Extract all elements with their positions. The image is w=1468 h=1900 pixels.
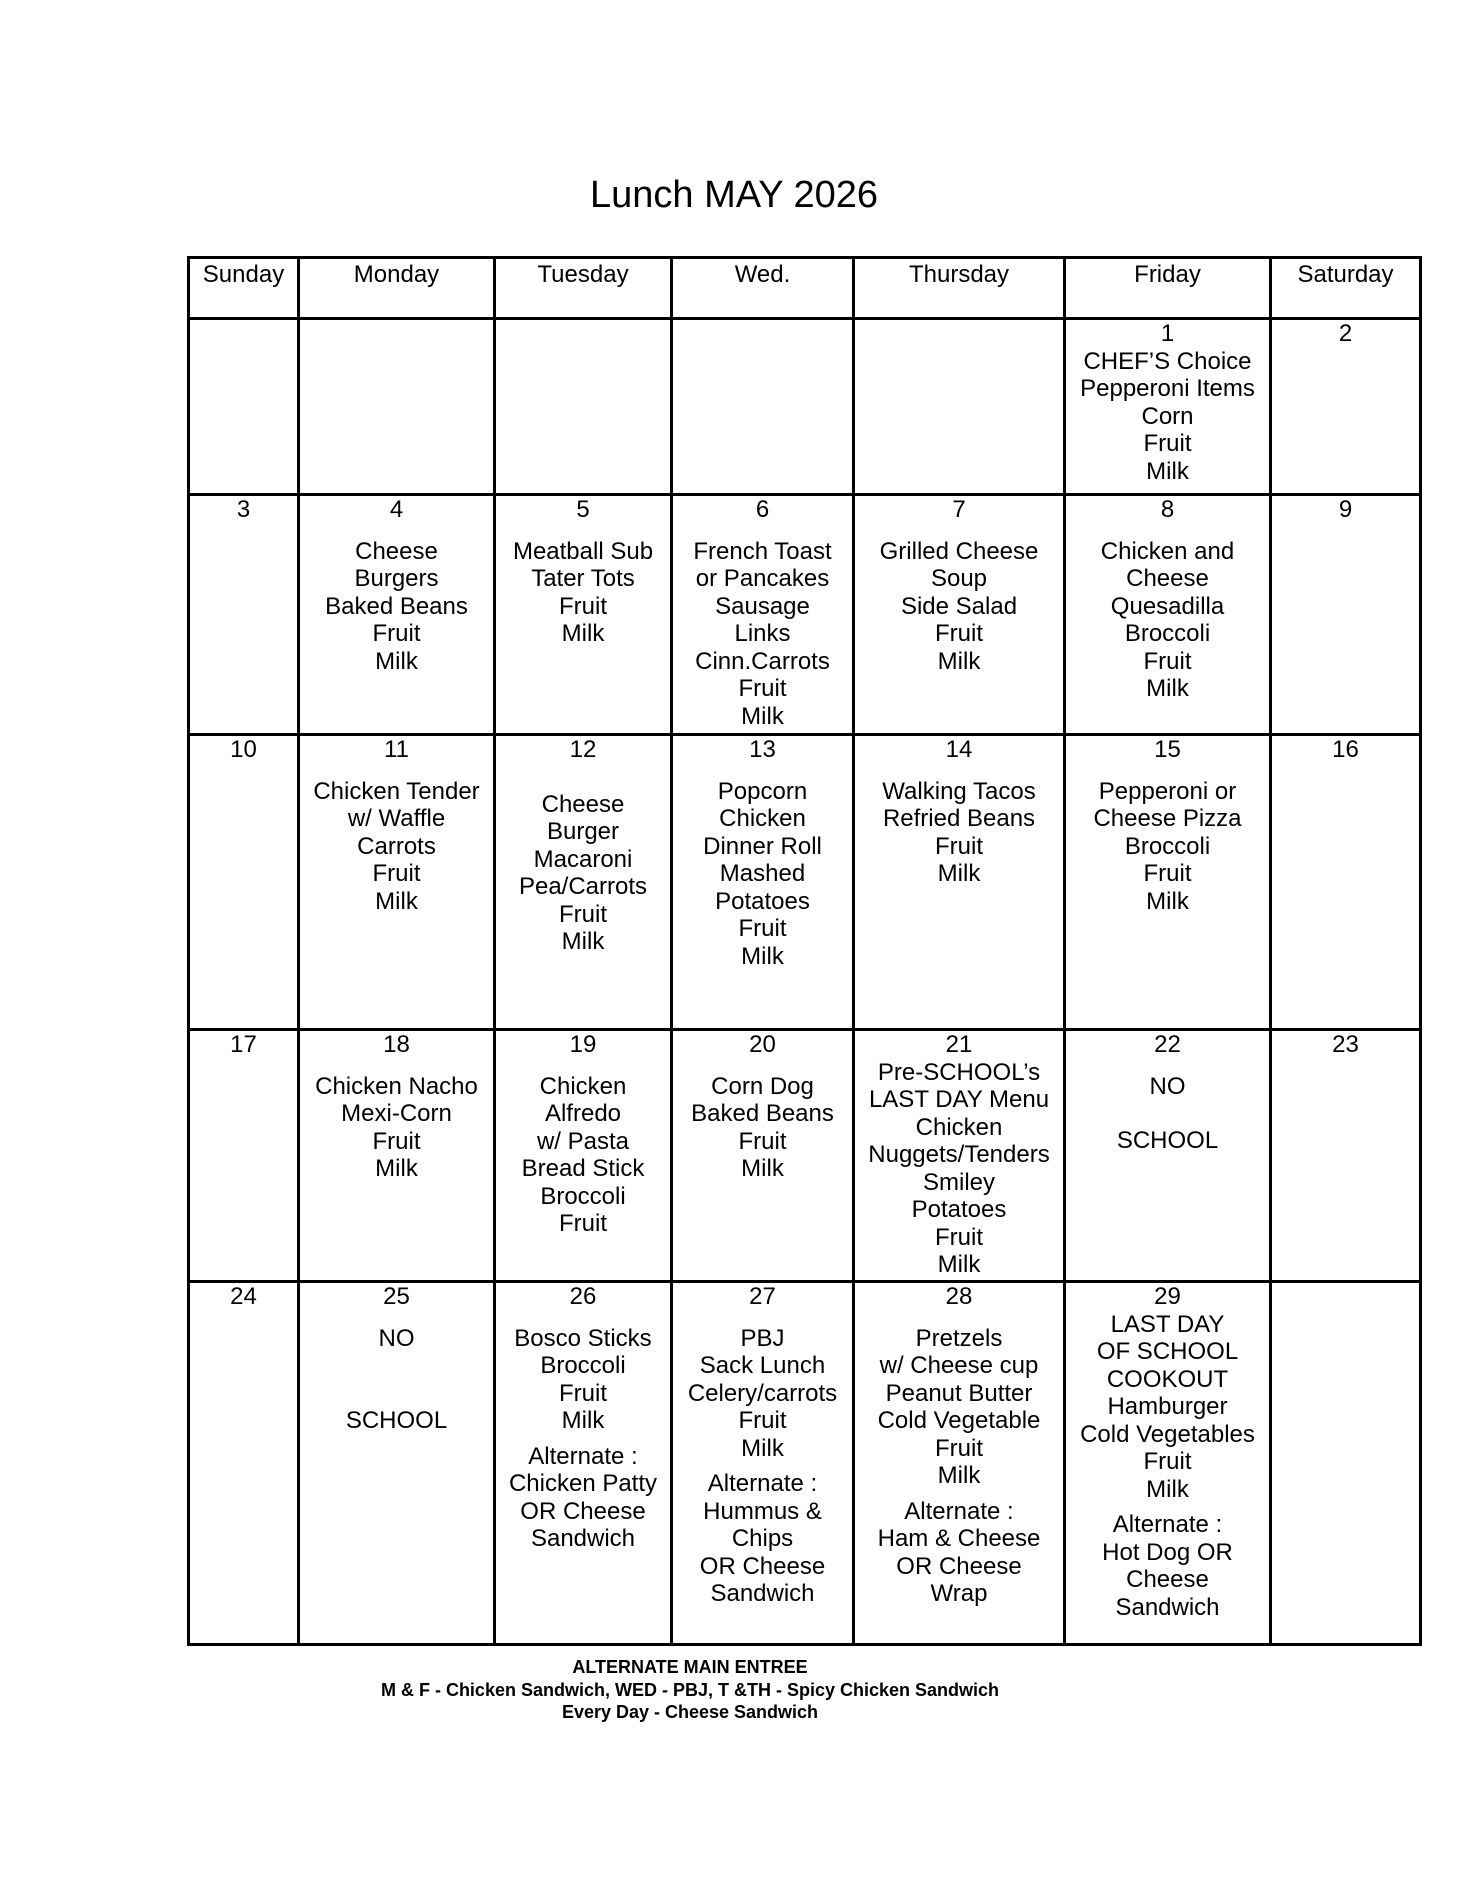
day-cell (299, 319, 495, 495)
day-number: 18 (383, 1031, 410, 1058)
day-number: 16 (1332, 736, 1359, 763)
lunch-calendar (187, 256, 1422, 1646)
menu-item: Mexi-Corn (341, 1100, 452, 1127)
day-cell (1065, 319, 1271, 495)
menu-item: Fruit (738, 1407, 787, 1434)
menu-item: Corn Dog (711, 1072, 814, 1100)
day-number: 3 (236, 496, 251, 523)
menu-item: Chicken and (1100, 537, 1235, 565)
week-row (189, 1030, 1421, 1282)
alternate-item: Chicken Patty (508, 1470, 658, 1497)
menu-item: Milk (937, 647, 981, 675)
menu-item: w/ Pasta (536, 1127, 630, 1155)
menu-item: Fruit (559, 900, 607, 928)
menu-item: w/ Waffle (347, 805, 446, 832)
menu-item: Tater Tots (531, 565, 635, 592)
day-cell (495, 1282, 672, 1645)
menu-item: Popcorn (717, 777, 808, 805)
day-cell (672, 735, 854, 1030)
menu-item: Macaroni (533, 845, 633, 873)
day-cell (1271, 1030, 1421, 1282)
menu-item: Milk (375, 887, 418, 915)
menu-item: Potatoes (715, 887, 810, 915)
menu-item: Bosco Sticks (514, 1324, 652, 1352)
menu-item: Milk (937, 1462, 981, 1489)
weekday-header-row (189, 258, 1421, 319)
menu-item: Mashed (719, 860, 806, 887)
menu-item: Grilled Cheese (879, 537, 1039, 565)
menu-item: Cheese (541, 790, 625, 818)
menu-item: SCHOOL (345, 1407, 448, 1434)
menu-item: Fruit (935, 1434, 983, 1462)
menu-item: LAST DAY (1110, 1310, 1225, 1338)
week-row (189, 1282, 1421, 1645)
menu-item: Milk (741, 942, 784, 970)
menu-item: Milk (937, 860, 981, 887)
page-title: Lunch MAY 2026 (589, 174, 879, 216)
day-cell (495, 1030, 672, 1282)
day-number: 29 (1154, 1283, 1181, 1310)
week-row (189, 735, 1421, 1030)
menu-item: Milk (561, 1407, 605, 1434)
day-cell (1271, 735, 1421, 1030)
day-cell (495, 495, 672, 735)
day-number: 13 (749, 736, 776, 763)
menu-item: Fruit (559, 1379, 607, 1407)
day-number: 12 (569, 736, 597, 763)
footer-heading: ALTERNATE MAIN ENTREE (572, 1657, 808, 1677)
day-cell (1065, 1282, 1271, 1645)
day-cell (854, 735, 1065, 1030)
menu-item: PBJ (740, 1324, 785, 1352)
alternate-item: Wrap (930, 1580, 988, 1607)
menu-item: Baked Beans (691, 1100, 834, 1127)
menu-item: NO (378, 1324, 415, 1352)
menu-item: Smiley (922, 1168, 995, 1196)
menu-item: Cheese (1126, 565, 1209, 592)
menu-item: Fruit (738, 675, 787, 702)
alternate-item: Sandwich (530, 1525, 636, 1552)
alternate-item: Hummus & (703, 1497, 822, 1525)
alternate-label: Alternate : (707, 1470, 818, 1497)
day-cell (854, 1282, 1065, 1645)
day-cell (1065, 1030, 1271, 1282)
menu-item: Meatball Sub (512, 537, 654, 565)
menu-item: LAST DAY Menu (868, 1086, 1050, 1113)
day-number: 14 (945, 736, 973, 763)
day-number: 4 (389, 496, 404, 523)
day-number: 2 (1338, 320, 1353, 347)
alternate-item: OR Cheese (699, 1552, 826, 1580)
day-number: 24 (230, 1283, 257, 1310)
menu-item: Fruit (372, 860, 421, 887)
day-cell (1271, 319, 1421, 495)
menu-item: Fruit (935, 832, 983, 860)
menu-item: Potatoes (911, 1196, 1007, 1223)
alternate-label: Alternate : (1112, 1511, 1223, 1538)
menu-item: Fruit (372, 620, 421, 647)
alternate-item: OR Cheese (896, 1552, 1022, 1580)
day-number: 22 (1154, 1031, 1181, 1058)
menu-item: Fruit (1143, 647, 1192, 675)
day-cell (189, 735, 299, 1030)
menu-item: Fruit (1143, 860, 1192, 887)
menu-item: Hamburger (1107, 1393, 1228, 1420)
day-cell (495, 735, 672, 1030)
menu-item: CHEF’S Choice (1083, 347, 1252, 375)
day-cell (189, 495, 299, 735)
alternate-item: Hot Dog OR (1102, 1538, 1233, 1566)
menu-item: Milk (741, 702, 784, 730)
menu-item: Carrots (357, 832, 436, 860)
menu-item: w/ Cheese cup (879, 1352, 1039, 1379)
menu-item: Milk (561, 620, 605, 647)
menu-item: Walking Tacos (882, 777, 1036, 805)
day-number: 8 (1160, 496, 1175, 523)
day-cell (189, 319, 299, 495)
menu-item: Fruit (559, 592, 607, 620)
week-row (189, 495, 1421, 735)
day-number: 10 (230, 736, 257, 763)
day-cell (672, 319, 854, 495)
menu-item: Cheese Pizza (1093, 805, 1242, 832)
menu-item: Chicken (539, 1072, 627, 1100)
menu-item: Sack Lunch (699, 1352, 826, 1379)
menu-item: NO (1149, 1072, 1186, 1100)
day-number: 21 (945, 1031, 973, 1058)
day-number: 27 (749, 1283, 776, 1310)
header-friday: Friday (1065, 258, 1271, 319)
menu-item: Pepperoni or (1098, 777, 1237, 805)
menu-item: Peanut Butter (885, 1379, 1033, 1407)
day-cell (1065, 735, 1271, 1030)
day-number: 28 (945, 1283, 973, 1310)
menu-item: Fruit (935, 1223, 983, 1251)
day-cell (299, 1282, 495, 1645)
menu-item: Cold Vegetables (1080, 1420, 1255, 1448)
menu-item: Chicken Nacho (315, 1072, 478, 1100)
alternate-item: OR Cheese (520, 1497, 646, 1525)
header-tuesday: Tuesday (495, 258, 672, 319)
menu-item: Milk (375, 1155, 418, 1182)
menu-item: Fruit (738, 1127, 787, 1155)
menu-item: Sausage (715, 592, 810, 620)
header-saturday: Saturday (1271, 258, 1421, 319)
menu-item: Chicken (719, 805, 806, 832)
menu-item: Chicken (915, 1113, 1003, 1141)
day-cell (495, 319, 672, 495)
day-cell (672, 1282, 854, 1645)
day-number: 9 (1338, 496, 1353, 523)
menu-item: Fruit (372, 1127, 421, 1155)
day-cell (854, 319, 1065, 495)
header-monday: Monday (299, 258, 495, 319)
menu-item: Milk (1146, 1475, 1189, 1503)
day-number: 5 (576, 496, 590, 523)
menu-item: Broccoli (540, 1352, 626, 1379)
menu-item: Fruit (1143, 1448, 1192, 1475)
day-cell (1271, 495, 1421, 735)
menu-item: Nuggets/Tenders (868, 1141, 1050, 1168)
menu-item: Milk (375, 647, 418, 675)
menu-item: Cheese (355, 537, 438, 565)
day-number: 11 (384, 736, 409, 763)
header-sunday: Sunday (189, 258, 299, 319)
alternate-item: Ham & Cheese (877, 1525, 1041, 1552)
menu-item: Celery/carrots (687, 1379, 838, 1407)
day-number: 23 (1332, 1031, 1359, 1058)
menu-item: Broccoli (1124, 620, 1211, 647)
header-thursday: Thursday (854, 258, 1065, 319)
menu-item: Milk (1146, 675, 1189, 702)
day-number: 15 (1154, 736, 1181, 763)
day-cell (672, 1030, 854, 1282)
alternate-item: Sandwich (710, 1580, 815, 1607)
menu-item: Pea/Carrots (518, 873, 648, 900)
menu-item: Pretzels (915, 1324, 1003, 1352)
menu-item: COOKOUT (1106, 1365, 1229, 1393)
menu-item: Refried Beans (882, 805, 1036, 832)
day-cell (854, 1030, 1065, 1282)
footer-line-everyday: Every Day - Cheese Sandwich (561, 1702, 819, 1722)
day-cell (189, 1282, 299, 1645)
alternate-item: Cheese (1126, 1566, 1209, 1593)
day-cell (299, 495, 495, 735)
day-number: 6 (755, 496, 770, 523)
menu-item: Broccoli (1124, 832, 1211, 860)
menu-item: Fruit (559, 1210, 607, 1237)
menu-item: Milk (741, 1434, 784, 1462)
menu-item: Pepperoni Items (1080, 375, 1255, 402)
menu-item: or Pancakes (695, 565, 830, 592)
day-number: 1 (1160, 320, 1175, 347)
menu-item: Milk (1146, 887, 1189, 915)
menu-item: Chicken Tender (313, 777, 480, 805)
day-cell (1271, 1282, 1421, 1645)
menu-item: Milk (1146, 457, 1189, 485)
menu-item: OF SCHOOL (1096, 1338, 1239, 1365)
day-cell (299, 735, 495, 1030)
day-number: 25 (383, 1283, 410, 1310)
week-row (189, 319, 1421, 495)
menu-item: Milk (561, 928, 605, 955)
menu-item: Milk (741, 1155, 784, 1182)
day-number: 19 (569, 1031, 597, 1058)
footer-line-weekdays: M & F - Chicken Sandwich, WED - PBJ, T &TH - Spicy Chicken Sandwich (380, 1679, 1000, 1700)
alternate-label: Alternate : (904, 1497, 1014, 1525)
alternate-label: Alternate : (528, 1442, 638, 1470)
day-number: 7 (952, 496, 966, 523)
alternate-item: Sandwich (1115, 1593, 1220, 1621)
menu-item: Baked Beans (325, 592, 468, 620)
menu-item: Bread Stick (521, 1155, 645, 1182)
menu-item: Soup (930, 565, 988, 592)
day-number: 20 (749, 1031, 776, 1058)
day-cell (189, 1030, 299, 1282)
menu-item: French Toast (693, 537, 832, 565)
alternate-entree-note (0, 1656, 1380, 1724)
menu-item: Burger (546, 818, 620, 845)
menu-item: Burgers (354, 565, 439, 592)
menu-item: Side Salad (900, 592, 1018, 620)
day-cell (1065, 495, 1271, 735)
day-cell (672, 495, 854, 735)
menu-item: Cinn.Carrots (695, 647, 830, 675)
menu-item: Cold Vegetable (877, 1407, 1041, 1434)
menu-item: Fruit (935, 620, 983, 647)
menu-item: Alfredo (544, 1100, 622, 1127)
menu-item: Fruit (738, 915, 787, 942)
header-wednesday: Wed. (672, 258, 854, 319)
day-number: 26 (569, 1283, 597, 1310)
menu-item: Broccoli (540, 1182, 626, 1210)
menu-item: Fruit (1143, 430, 1192, 457)
menu-item: Milk (937, 1251, 981, 1278)
menu-item: Links (734, 620, 791, 647)
day-cell (854, 495, 1065, 735)
menu-item: Quesadilla (1110, 592, 1225, 620)
menu-item: Corn (1141, 402, 1194, 430)
menu-item: Dinner Roll (703, 832, 822, 860)
menu-item: Pre-SCHOOL’s (877, 1058, 1041, 1086)
day-cell (299, 1030, 495, 1282)
menu-item: SCHOOL (1116, 1127, 1219, 1154)
day-number: 17 (230, 1031, 257, 1058)
alternate-item: Chips (731, 1525, 794, 1552)
